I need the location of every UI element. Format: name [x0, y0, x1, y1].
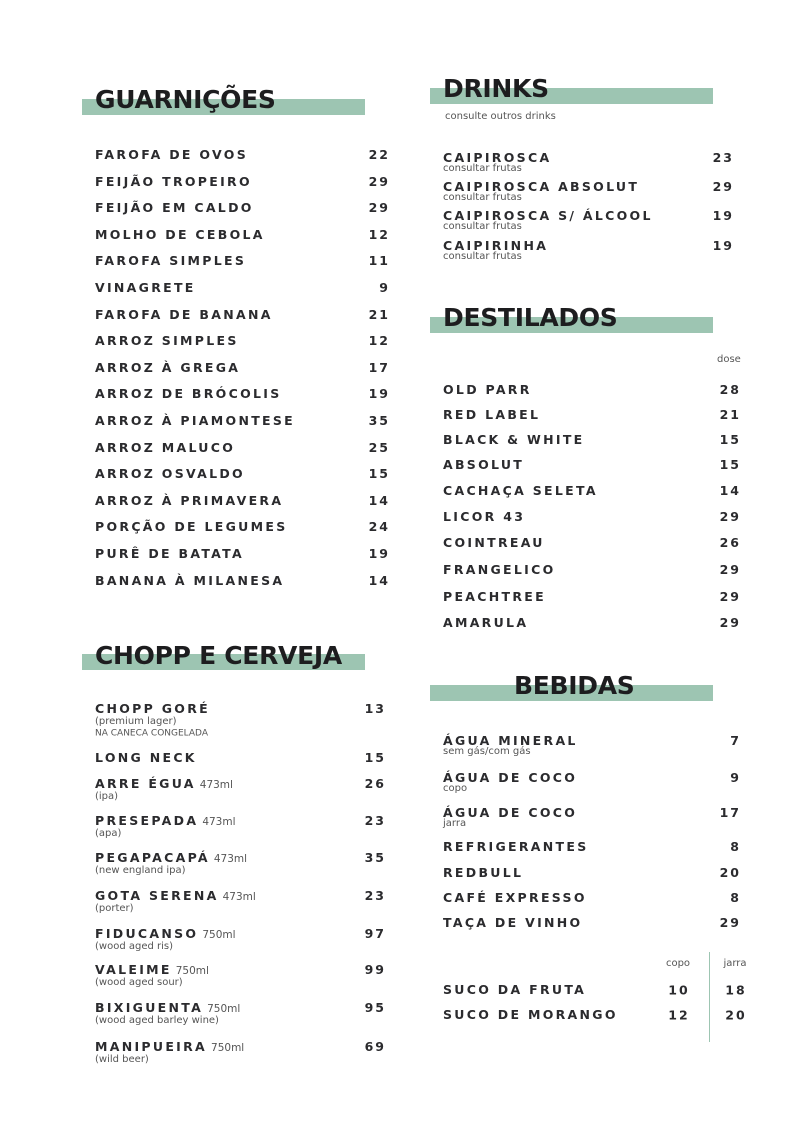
item-name-text: CAIPIRINHA [443, 237, 549, 253]
menu-item-price: 8 [730, 838, 741, 854]
menu-item-price: 15 [719, 431, 741, 447]
menu-item-price: 17 [368, 359, 390, 375]
item-name-text: ARRE ÉGUA [95, 775, 196, 791]
column-header-jarra: jarra [723, 958, 747, 969]
menu-item-price: 19 [368, 386, 390, 402]
menu-item-description: (ipa) [95, 791, 119, 802]
item-name-text: REDBULL [443, 864, 524, 880]
item-name-text: ABSOLUT [443, 456, 525, 472]
menu-item-name [95, 255, 246, 268]
item-name-text: ARROZ À GREGA [95, 359, 241, 375]
menu-item-name [443, 456, 525, 472]
item-name-text: AMARULA [443, 614, 529, 630]
menu-item-name [95, 226, 265, 242]
menu-item-name: SUCO DA FRUTA [443, 981, 587, 997]
menu-item-name [95, 749, 197, 765]
item-name-text: BANANA À MILANESA [95, 572, 285, 588]
menu-item-price: 29 [368, 173, 390, 189]
column-header-copo: copo [665, 958, 691, 969]
item-name-text: FIDUCANSO [95, 925, 199, 941]
price-jarra: 20 [725, 1007, 747, 1023]
item-name-text: FEIJÃO TROPEIRO [95, 173, 252, 189]
menu-item-price: 29 [719, 561, 741, 577]
menu-item-name [95, 545, 245, 561]
menu-item-name [95, 521, 288, 534]
item-name-text: CAIPIROSCA ABSOLUT [443, 178, 640, 194]
menu-item-price: 29 [719, 588, 741, 604]
menu-item-price: 14 [368, 492, 390, 508]
menu-item-name [95, 146, 249, 162]
menu-item-name [443, 864, 524, 880]
item-volume: 750ml [207, 1002, 241, 1015]
item-name-text: FAROFA DE OVOS [95, 146, 249, 162]
menu-item-description: (apa) [95, 828, 122, 839]
menu-item-name [95, 1038, 245, 1054]
menu-item-name [95, 388, 282, 401]
menu-item-description: consultar frutas [443, 221, 522, 232]
menu-item-description: sem gás/com gás [443, 746, 531, 757]
item-name-text: ARROZ SIMPLES [95, 332, 239, 348]
menu-item-price: 12 [368, 332, 390, 348]
menu-item-name [95, 887, 256, 903]
menu-item-price: 35 [368, 412, 390, 428]
item-name-text: ARROZ À PIAMONTESE [95, 412, 296, 428]
item-name-text: CHOPP GORÉ [95, 700, 210, 716]
menu-item-name [95, 175, 252, 188]
menu-item-name [443, 889, 587, 905]
menu-item-name [95, 849, 248, 865]
item-name-text: RED LABEL [443, 406, 541, 422]
menu-item-note: NA CANECA CONGELADA [95, 728, 208, 739]
item-name-text: MOLHO DE CEBOLA [95, 226, 265, 242]
menu-item-description: (wild beer) [95, 1054, 149, 1065]
menu-item-name [95, 775, 233, 791]
menu-item-price: 22 [368, 146, 390, 162]
price-copo: 10 [668, 982, 690, 998]
item-name-text: MANIPUEIRA [95, 1038, 208, 1054]
item-name-text: FAROFA DE BANANA [95, 306, 273, 322]
destilados-title: DESTILADOS [443, 303, 618, 332]
item-name-text: LICOR 43 [443, 508, 526, 524]
menu-item-name [443, 838, 589, 854]
menu-item-price: 15 [368, 465, 390, 481]
menu-item-price: 7 [730, 732, 741, 748]
item-volume: 750ml [202, 928, 236, 941]
menu-item-name [95, 332, 239, 348]
item-name-text: ÁGUA MINERAL [443, 732, 578, 748]
menu-item-name [95, 359, 241, 375]
column-divider [709, 952, 710, 1042]
price-copo: 12 [668, 1007, 690, 1023]
item-volume: 473ml [222, 890, 256, 903]
item-name-text: REFRIGERANTES [443, 838, 589, 854]
menu-item-price: 26 [364, 775, 386, 791]
menu-item-price: 97 [364, 925, 386, 941]
menu-item-name [443, 381, 532, 397]
destilados-note: dose [717, 354, 741, 365]
menu-item-name [443, 406, 541, 422]
menu-item-price: 13 [364, 700, 386, 716]
menu-item-description: jarra [443, 818, 467, 829]
item-volume: 750ml [175, 964, 209, 977]
menu-item-name [95, 308, 273, 321]
menu-item-name: SUCO DE MORANGO [443, 1006, 618, 1022]
item-name-text: ARROZ À PRIMAVERA [95, 492, 284, 508]
menu-item-name [95, 961, 209, 977]
menu-item-price: 29 [712, 178, 734, 194]
menu-item-description: (porter) [95, 903, 134, 914]
menu-item-price: 9 [730, 769, 741, 785]
item-name-text: VINAGRETE [95, 279, 196, 295]
menu-item-description: (wood aged ris) [95, 941, 173, 952]
menu-item-description: (new england ipa) [95, 865, 186, 876]
menu-item-description: (premium lager) [95, 716, 177, 727]
menu-item-name [443, 508, 526, 524]
menu-item-price: 25 [368, 439, 390, 455]
menu-item-description: consultar frutas [443, 163, 522, 174]
menu-item-price: 12 [368, 226, 390, 242]
item-name-text: ARROZ MALUCO [95, 439, 236, 455]
chopp-title: CHOPP E CERVEJA [95, 641, 342, 670]
item-name-text: FRANGELICO [443, 561, 556, 577]
menu-item-name [95, 574, 284, 587]
item-name-text: CAIPIROSCA [443, 149, 552, 165]
item-name-text: BIXIGUENTA [95, 999, 204, 1015]
menu-item-name [95, 700, 210, 716]
menu-item-price: 20 [719, 864, 741, 880]
item-name-text: VALEIME [95, 961, 172, 977]
item-name-text: GOTA SERENA [95, 887, 219, 903]
item-name-text: ARROZ DE BRÓCOLIS [95, 386, 282, 402]
menu-item-price: 8 [730, 889, 741, 905]
item-name-text: COINTREAU [443, 534, 545, 550]
menu-item-name [95, 279, 196, 295]
menu-item-name [443, 431, 585, 447]
item-name-text: FEIJÃO EM CALDO [95, 199, 254, 215]
item-name-text: CAIPIROSCA S/ ÁLCOOL [443, 207, 653, 223]
drinks-note: consulte outros drinks [445, 111, 556, 122]
menu-item-price: 24 [368, 519, 390, 535]
menu-item-price: 28 [719, 381, 741, 397]
menu-item-name [95, 441, 235, 454]
menu-item-name [95, 812, 236, 828]
item-name-text: CAFÉ EXPRESSO [443, 889, 587, 905]
menu-item-price: 26 [719, 534, 741, 550]
menu-item-name [95, 465, 245, 481]
item-name-text: PEACHTREE [443, 588, 546, 604]
drinks-title: DRINKS [443, 74, 549, 103]
menu-item-price: 23 [364, 812, 386, 828]
menu-item-name [95, 925, 236, 941]
menu-item-description: (wood aged barley wine) [95, 1015, 219, 1026]
item-name-text: TAÇA DE VINHO [443, 914, 583, 930]
menu-item-price: 35 [364, 849, 386, 865]
menu-item-price: 21 [719, 406, 741, 422]
menu-item-price: 23 [712, 149, 734, 165]
menu-item-description: copo [443, 783, 468, 794]
item-name-text: ARROZ OSVALDO [95, 465, 245, 481]
price-jarra: 18 [725, 982, 747, 998]
menu-item-price: 15 [719, 456, 741, 472]
menu-item-description: consultar frutas [443, 192, 522, 203]
menu-item-price: 23 [364, 887, 386, 903]
menu-item-price: 19 [368, 545, 390, 561]
menu-item-description: (wood aged sour) [95, 977, 183, 988]
menu-item-name [443, 588, 546, 604]
menu-item-price: 17 [719, 804, 741, 820]
item-name-text: BLACK & WHITE [443, 431, 585, 447]
menu-item-price: 11 [368, 253, 390, 269]
menu-item-name [443, 561, 556, 577]
menu-item-name [95, 199, 254, 215]
menu-item-name [95, 492, 284, 508]
menu-item-price: 19 [712, 237, 734, 253]
menu-item-price: 29 [368, 199, 390, 215]
menu-item-description: consultar frutas [443, 251, 522, 262]
menu-item-name [443, 534, 545, 550]
menu-item-price: 95 [364, 999, 386, 1015]
item-name-text: OLD PARR [443, 381, 532, 397]
menu-item-name [443, 914, 583, 930]
item-name-text: PURÊ DE BATATA [95, 545, 245, 561]
bebidas-title: BEBIDAS [514, 671, 635, 700]
menu-item-price: 14 [368, 572, 390, 588]
menu-item-name [95, 999, 241, 1015]
menu-item-price: 14 [719, 482, 741, 498]
item-name-text: CACHAÇA SELETA [443, 482, 598, 498]
item-volume: 473ml [213, 852, 248, 865]
menu-item-name [95, 412, 296, 428]
menu-item-price: 29 [719, 508, 741, 524]
item-name-text: PORÇÃO DE LEGUMES [95, 519, 288, 535]
menu-item-name [443, 482, 598, 498]
item-volume: 473ml [202, 815, 236, 828]
item-name-text: FAROFA SIMPLES [95, 253, 247, 269]
item-name-text: ÁGUA DE COCO [443, 769, 578, 785]
menu-item-name [443, 614, 529, 630]
item-name-text: LONG NECK [95, 749, 197, 765]
item-name-text: ÁGUA DE COCO [443, 804, 578, 820]
item-volume: 750ml [211, 1041, 245, 1054]
menu-item-price: 19 [712, 207, 734, 223]
menu-item-price: 9 [379, 279, 390, 295]
item-volume: 473ml [199, 778, 233, 791]
menu-item-price: 15 [364, 749, 386, 765]
menu-item-price: 21 [368, 306, 390, 322]
menu-item-price: 99 [364, 961, 386, 977]
menu-item-price: 29 [719, 614, 741, 630]
item-name-text: PRESEPADA [95, 812, 199, 828]
guarnicoes-title: GUARNIÇÕES [95, 85, 276, 114]
item-name-text: PEGAPACAPÁ [95, 849, 210, 865]
menu-item-price: 69 [364, 1038, 386, 1054]
menu-item-price: 29 [719, 914, 741, 930]
